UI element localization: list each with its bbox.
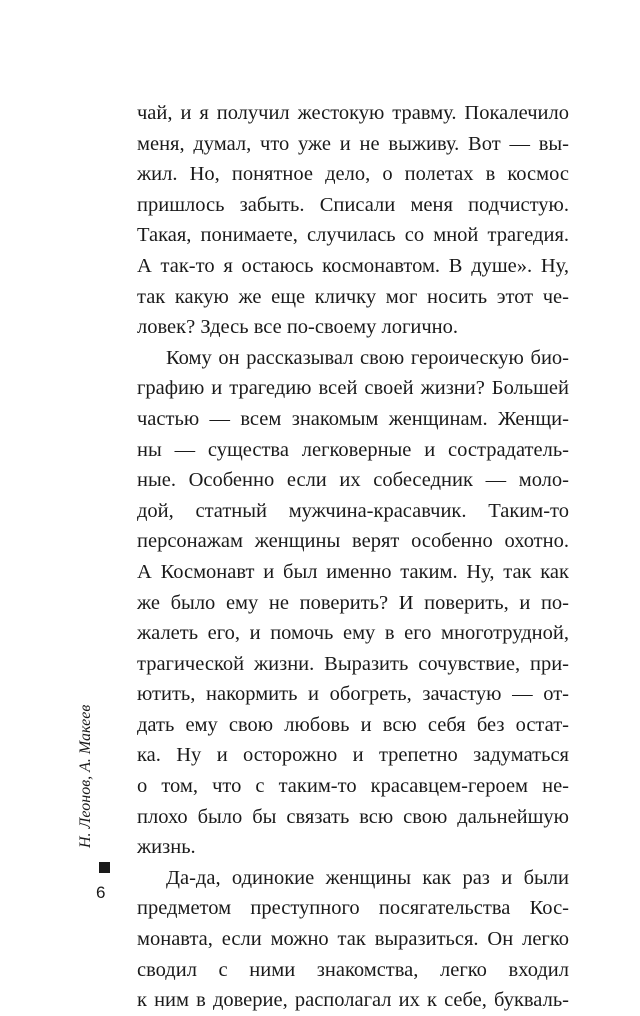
text-line: же было ему не поверить? И поверить, и по-: [137, 591, 569, 614]
text-line: меня, думал, что уже и не выживу. Вот — вы-: [137, 132, 569, 155]
text-line: дать ему свою любовь и всю себя без остат-: [137, 713, 569, 736]
text-line: дой, статный мужчина-красавчик. Таким-то: [137, 499, 569, 522]
text-line: А Космонавт и был именно таким. Ну, так как: [137, 560, 569, 583]
running-head: Н. Леонов, А. Макеев: [77, 704, 94, 848]
text-line: персонажам женщины верят особенно охотно.: [137, 530, 569, 553]
text-line: о том, что с таким-то красавцем-героем не-: [137, 775, 569, 798]
text-line: ка. Ну и осторожно и трепетно задуматься: [137, 744, 569, 767]
text-line: так какую же еще кличку мог носить этот че-: [137, 285, 569, 308]
text-line: ны — существа легковерные и сострадатель-: [137, 438, 569, 461]
text-line: жалеть его, и помочь ему в его многотрудной,: [137, 622, 569, 645]
text-line: пришлось забыть. Списали меня подчистую.: [137, 193, 569, 216]
text-line: плохо было бы связать всю свою дальнейшую: [137, 805, 569, 828]
text-line: частью — всем знакомым женщинам. Женщи-: [137, 407, 569, 430]
text-line: жизнь.: [137, 836, 196, 859]
text-line: чай, и я получил жестокую травму. Покалечило: [137, 102, 569, 124]
text-line: трагической жизни. Выразить сочувствие, при-: [137, 652, 569, 675]
text-line: ютить, накормить и обогреть, зачастую — от-: [137, 683, 569, 706]
page-number: 6: [96, 883, 106, 902]
text-line: предметом преступного посягательства Кос-: [137, 897, 569, 920]
text-line: жил. Но, понятное дело, о полетах в космос: [137, 163, 569, 186]
body-text: [137, 98, 569, 1016]
text-line: сводил с ними знакомства, легко входил: [137, 958, 569, 981]
square-marker-icon: [99, 862, 110, 873]
text-line: монавта, если можно так выразиться. Он легко: [137, 928, 569, 951]
text-line: графию и трагедию всей своей жизни? Большей: [137, 377, 569, 400]
text-line: Да-да, одинокие женщины как раз и были: [166, 866, 569, 889]
text-line: Такая, понимаете, случилась со мной трагедия.: [137, 224, 569, 247]
text-line: к ним в доверие, располагал их к себе, букваль-: [137, 989, 569, 1012]
text-line: ловек? Здесь все по-своему логично.: [137, 316, 458, 339]
text-line: ные. Особенно если их собеседник — моло-: [137, 469, 569, 492]
text-line: Кому он рассказывал свою героическую био-: [166, 346, 569, 369]
text-line: А так-то я остаюсь космонавтом. В душе». Ну,: [137, 254, 569, 277]
